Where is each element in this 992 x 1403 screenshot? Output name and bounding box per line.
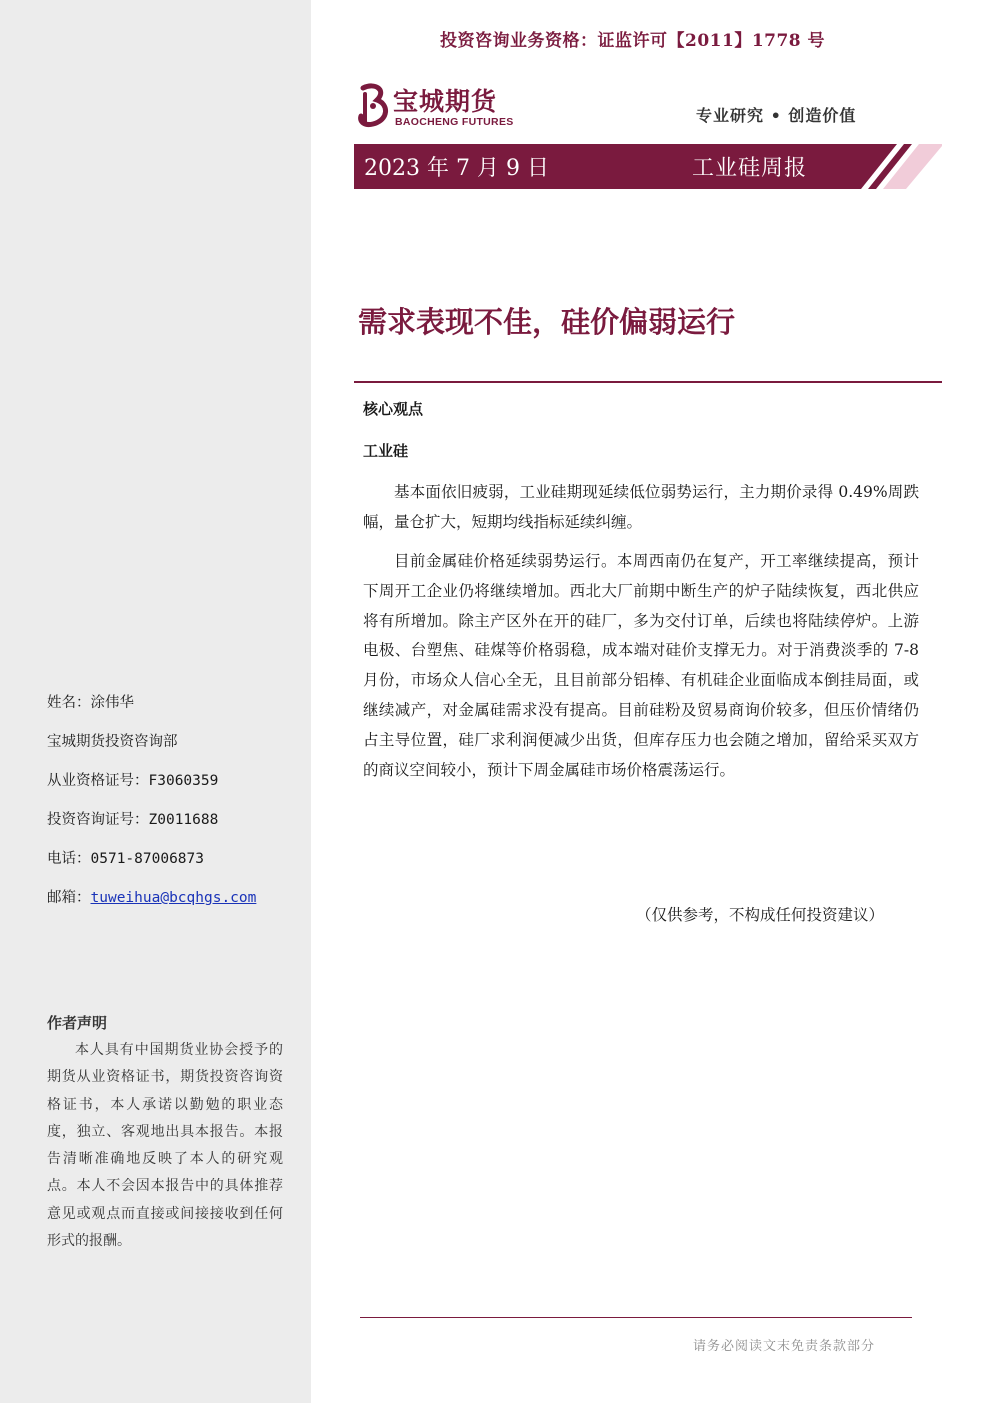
reference-note: （仅供参考，不构成任何投资建议）	[636, 906, 885, 924]
summary-paragraph: 基本面依旧疲弱，工业硅期现延续低位弱势运行，主力期价录得 0.49%周跌幅，量仓扩大，短期均线指标延续纠缠。	[363, 483, 919, 531]
logo-mark-icon	[355, 82, 391, 130]
industrial-silicon-heading: 工业硅	[363, 442, 409, 460]
footer-disclaimer-note: 请务必阅读文末免责条款部分	[693, 1339, 876, 1354]
title-divider	[354, 381, 942, 383]
author-department: 宝城期货投资咨询部	[47, 734, 178, 750]
author-consult-cert: 投资咨询证号：Z0011688	[47, 812, 219, 828]
report-title: 需求表现不佳，硅价偏弱运行	[358, 305, 736, 339]
report-banner	[354, 144, 942, 189]
report-type: 工业硅周报	[692, 156, 808, 181]
logo-name-en: BAOCHENG FUTURES	[395, 116, 514, 128]
author-name: 姓名：涂伟华	[47, 695, 134, 711]
author-statement-heading: 作者声明	[47, 1014, 108, 1032]
footer-divider	[360, 1317, 912, 1318]
author-info	[47, 690, 307, 924]
author-phone: 电话：0571-87006873	[47, 851, 204, 867]
company-logo	[355, 80, 555, 134]
author-email-row	[47, 885, 307, 924]
core-view-heading: 核心观点	[363, 400, 424, 418]
slogan: 专业研究 • 创造价值	[696, 106, 857, 125]
author-qualification: 从业资格证号：F3060359	[47, 773, 219, 789]
email-link[interactable]: tuweihua@bcqhgs.com	[90, 890, 257, 906]
logo-name-cn: 宝城期货	[393, 87, 498, 116]
author-statement-body: 本人具有中国期货业协会授予的期货从业资格证书，期货投资咨询资格证书，本人承诺以勤勉的职业态度，独立、客观地出具本报告。本报告清晰准确地反映了本人的研究观点。本人不会因本报告中的具体推荐意见或观点而直接或间接接收到任何形式的报酬。	[47, 1042, 283, 1250]
email-label: 邮箱：	[47, 890, 91, 906]
license-text: 投资咨询业务资格：证监许可【2011】1778 号	[440, 31, 826, 51]
report-date: 2023 年 7 月 9 日	[364, 156, 549, 181]
analysis-paragraph: 目前金属硅价格延续弱势运行。本周西南仍在复产，开工率继续提高，预计下周开工企业仍将继续增加。西北大厂前期中断生产的炉子陆续恢复，西北供应将有所增加。除主产区外在开的硅厂，多为交付订单，后续也将陆续停炉。上游电极、台塑焦、硅煤等价格弱稳，成本端对硅价支撑无力。对于消费淡季的 7-8 月份，市场众人信心全无，且目前部分铝棒、有机硅企业面临成本倒挂局面，或继续减产，对金属硅需求没有提高。目前硅粉及贸易商询价较多，但压价情绪仍占主导位置，硅厂求利润便减少出货，但库存压力也会随之增加，留给采买双方的商议空间较小，预计下周金属硅市场价格震荡运行。	[363, 552, 919, 779]
